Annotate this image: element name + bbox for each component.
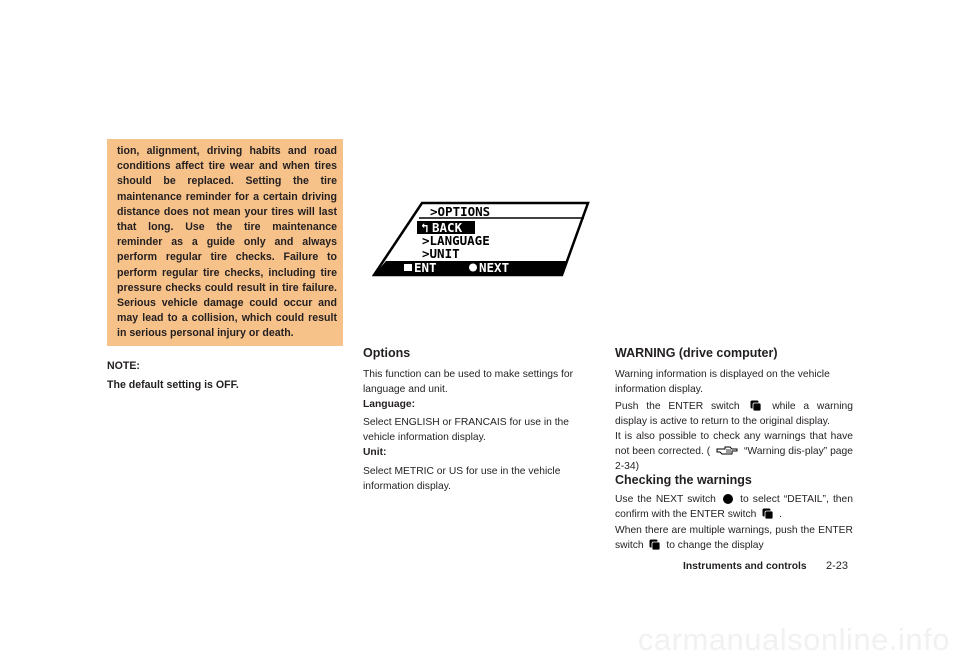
warning-p2-start: Push the ENTER switch <box>615 401 740 412</box>
checking-p1-start: Use the NEXT switch <box>615 494 716 505</box>
options-description: This function can be used to make settings for language and unit. <box>363 369 574 395</box>
language-label: Language: <box>363 399 416 410</box>
language-description: Select ENGLISH or FRANCAIS for use in the vehicle information display. <box>363 417 570 443</box>
warning-paragraph-3 <box>615 429 853 474</box>
warning-p2-end: while a warning display is active to return to the original display. <box>615 401 853 427</box>
display-enter-icon <box>404 264 412 271</box>
reference-hand-icon <box>716 445 738 456</box>
enter-switch-icon <box>762 508 773 519</box>
warning-paragraph-2 <box>615 399 853 429</box>
display-next-icon <box>469 264 477 272</box>
warning-heading: WARNING (drive computer) <box>615 346 778 360</box>
note-label: NOTE: <box>107 360 140 372</box>
warning-p3-start: It is also possible to check any warnings that have not been corrected. ( <box>615 431 853 457</box>
footer-page-number: 2-23 <box>826 560 849 572</box>
enter-switch-icon <box>649 539 660 550</box>
display-unit: >UNIT <box>422 246 460 261</box>
footer-section-title: Instruments and controls <box>683 561 807 572</box>
options-heading: Options <box>363 346 411 360</box>
checking-p1-end: . <box>779 509 782 520</box>
checking-paragraph-2 <box>615 523 853 553</box>
watermark: carmanualsonline.info <box>637 622 950 657</box>
display-ent: ENT <box>414 260 437 275</box>
display-title: >OPTIONS <box>430 204 491 219</box>
display-back: BACK <box>432 220 463 235</box>
checking-p2-end: to change the display <box>666 540 764 551</box>
note-text: The default setting is OFF. <box>107 379 239 391</box>
vehicle-display-illustration <box>372 201 590 279</box>
unit-label: Unit: <box>363 447 387 458</box>
display-language: >LANGUAGE <box>422 233 490 248</box>
next-switch-icon <box>723 494 733 504</box>
display-back-arrow-icon: ↰ <box>421 220 429 235</box>
checking-paragraph-1 <box>615 492 853 522</box>
display-next: NEXT <box>479 260 510 275</box>
checking-warnings-heading: Checking the warnings <box>615 473 752 487</box>
unit-description: Select METRIC or US for use in the vehicle information display. <box>363 466 561 492</box>
warning-text: tion, alignment, driving habits and road conditions affect tire wear and when tires should be replaced. Setting the tire maintenance reminder for a certain driving distance does not mean your tires will last that long. Use the tire maintenance reminder as a guide only and always perform regular tire checks. Failure to perform regular tire checks, including tire pressure checks could result in tire failure. Serious vehicle damage could occur and may lead to a collision, which could result in serious personal injury or death. <box>117 145 337 340</box>
checking-p2-start: When there are multiple warnings, push the ENTER switch <box>615 525 853 551</box>
warning-paragraph-1: Warning information is displayed on the vehicle information display. <box>615 369 830 395</box>
warning-p3-end: “Warning dis-play” page 2-34) <box>615 446 853 472</box>
checking-p1-middle: to select “DETAIL”, then confirm with the ENTER switch <box>615 494 853 520</box>
enter-switch-icon <box>750 400 761 411</box>
